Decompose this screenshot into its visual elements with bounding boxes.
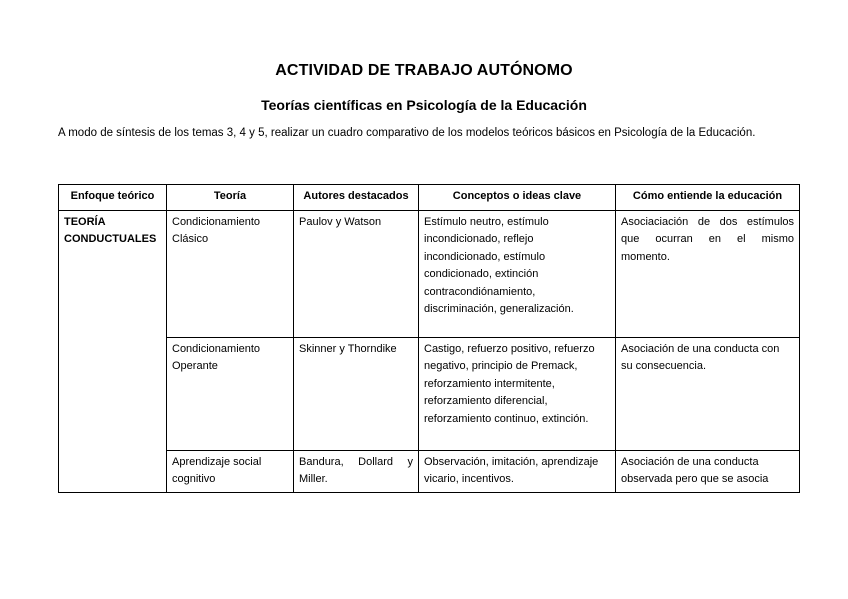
authors-cell: Skinner y Thorndike — [294, 337, 419, 450]
education-cell: Asociaciación de dos estímulos que ocurran en el mismo momento. — [616, 210, 800, 337]
approach-cell: TEORÍA CONDUCTUALES — [59, 210, 167, 492]
header-teoria: Teoría — [167, 185, 294, 211]
theory-cell: Condicionamiento Clásico — [167, 210, 294, 337]
header-conceptos: Conceptos o ideas clave — [419, 185, 616, 211]
header-autores: Autores destacados — [294, 185, 419, 211]
theory-cell: Aprendizaje social cognitivo — [167, 450, 294, 492]
header-enfoque: Enfoque teórico — [59, 185, 167, 211]
authors-cell: Bandura, Dollard y Miller. — [294, 450, 419, 492]
document-title: ACTIVIDAD DE TRABAJO AUTÓNOMO — [275, 62, 573, 79]
table-row — [59, 210, 800, 337]
education-cell: Asociación de una conducta observada pero que se asocia — [616, 450, 800, 492]
intro-paragraph: A modo de síntesis de los temas 3, 4 y 5, realizar un cuadro comparativo de los modelos teóricos básicos en Psicología de la Educación. — [58, 127, 756, 139]
header-educacion: Cómo entiende la educación — [616, 185, 800, 211]
concepts-cell: Estímulo neutro, estímulo incondicionado, reflejo incondicionado, estímulo condicionado, extinción contracondiónamiento, discriminación, generalización. — [419, 210, 616, 337]
concepts-cell: Castigo, refuerzo positivo, refuerzo negativo, principio de Premack, reforzamiento intermitente, reforzamiento diferencial, reforzamiento continuo, extinción. — [419, 337, 616, 450]
comparison-table — [58, 184, 800, 493]
authors-cell: Paulov y Watson — [294, 210, 419, 337]
theory-cell: Condicionamiento Operante — [167, 337, 294, 450]
concepts-cell: Observación, imitación, aprendizaje vicario, incentivos. — [419, 450, 616, 492]
document-subtitle: Teorías científicas en Psicología de la Educación — [261, 97, 587, 113]
table-row — [59, 337, 800, 450]
table-row — [59, 450, 800, 492]
table-header-row — [59, 185, 800, 211]
education-cell: Asociación de una conducta con su consecuencia. — [616, 337, 800, 450]
